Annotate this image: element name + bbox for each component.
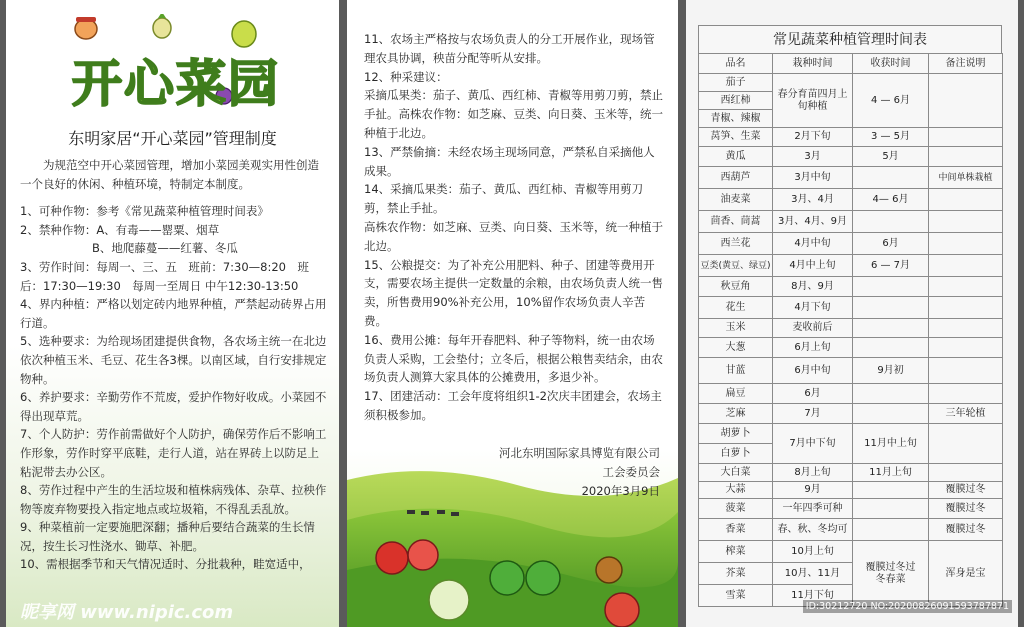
note [929,424,1003,464]
table-row [699,255,1003,277]
rule-item: 14、采摘瓜果类：茄子、黄瓜、西红柿、青椒等用剪刀剪，禁止手扯。 [364,182,644,216]
rule-item: 5、选种要求：为给现场团建提供食物，各农场主统一在北边依次种植玉米、毛豆、花生各3棵。以南区域，自行安排规定物种。 [20,334,327,386]
table-row [699,189,1003,211]
rule-item: 高株农作物：如芝麻、豆类、向日葵、玉米等，统一种植于北边。 [364,219,663,253]
header-name: 品名 [699,54,773,74]
harvest-time: 覆膜过冬过冬春菜 [853,541,929,607]
schedule-table [698,53,1003,607]
note [929,211,1003,233]
rule-item: 16、费用公摊：每年开春肥料、种子等物料，统一由农场负责人采购，工会垫付；立冬后，根据公粮售卖结余，由农场负责人测算大家具体的公摊费用，多退少补。 [364,332,663,385]
plant-time: 麦收前后 [773,319,853,338]
happy-garden-logo [66,14,286,113]
page-title: 东明家居“开心菜园”管理制度 [68,129,277,148]
crop-name: 菠菜 [699,499,773,519]
table-row [699,233,1003,255]
crop-name: 甘蓝 [699,358,773,384]
note [929,297,1003,319]
table-row [699,147,1003,167]
plant-time: 7月 [773,404,853,424]
harvest-time [853,482,929,499]
harvest-time: 9月初 [853,358,929,384]
plant-time: 8月、9月 [773,277,853,297]
crop-name: 白萝卜 [699,444,773,464]
site-watermark: 昵享网 www.nipic.com [20,602,234,623]
rule-item: 1、可种作物：参考《常见蔬菜种植管理时间表》 [20,204,269,219]
note: 中间单株栽植 [929,167,1003,189]
table-row [699,319,1003,338]
plant-time: 春分育苗四月上旬种植 [773,74,853,128]
plant-time: 7月中下旬 [773,424,853,464]
harvest-time [853,211,929,233]
table-row [699,358,1003,384]
plant-time: 11月下旬 [773,585,853,607]
schedule-panel-right [686,0,1018,627]
crop-name: 黄瓜 [699,147,773,167]
plant-time: 6月中旬 [773,358,853,384]
plant-time: 3月、4月、9月 [773,211,853,233]
note [929,74,1003,128]
rules-text [20,156,330,574]
crop-name: 胡萝卜 [699,424,773,444]
crop-name: 玉米 [699,319,773,338]
plant-time: 8月上旬 [773,464,853,482]
table-header-row [699,54,1003,74]
table-row [699,277,1003,297]
table-row [699,541,1003,563]
rule-item: 12、种采建议： [364,69,448,84]
table-row [699,519,1003,541]
crop-name: 油麦菜 [699,189,773,211]
planting-schedule-table [698,25,1002,607]
plant-time: 3月、4月 [773,189,853,211]
crop-name: 西红柿 [699,92,773,110]
harvest-time: 5月 [853,147,929,167]
note [929,255,1003,277]
plant-time: 春、秋、冬均可 [773,519,853,541]
note [929,464,1003,482]
note [929,338,1003,358]
plant-time: 3月中旬 [773,167,853,189]
rules-panel-left [6,0,339,627]
crop-name: 豆类(黄豆、绿豆) [699,255,773,277]
note [929,147,1003,167]
harvest-time: 3 — 5月 [853,128,929,147]
note [929,319,1003,338]
intro-paragraph: 为规范空中开心菜园管理，增加小菜园美观实用性创造一个良好的休闲、种植环境，特制定本制度。 [20,158,319,191]
rule-item: 9、种菜植前一定要施肥深翻；播种后要结合蔬菜的生长情况，按生长习性浇水、锄草、补肥。 [20,520,315,553]
crop-name: 茴香、茼蒿 [699,211,773,233]
rule-item: 6、养护要求：辛勤劳作不荒废，爱护作物好收成。小菜园不得出现草荒。 [20,390,327,423]
crop-name: 秋豆角 [699,277,773,297]
plant-time: 10月、11月 [773,563,853,585]
crop-name: 芥菜 [699,563,773,585]
rule-item: 4、界内种植：严格以划定砖内地界种植，严禁起动砖界占用行道。 [20,297,327,330]
crop-name: 香菜 [699,519,773,541]
table-row [699,297,1003,319]
note [929,233,1003,255]
plant-time: 4月中旬 [773,233,853,255]
table-row [699,482,1003,499]
table-row [699,424,1003,444]
crop-name: 花生 [699,297,773,319]
rule-item: 11、农场主严格按与农场负责人的分工开展作业，现场管理农具协调，秧苗分配等听从安排。 [364,32,655,65]
plant-time: 一年四季可种 [773,499,853,519]
harvest-time [853,338,929,358]
harvest-time: 11月上旬 [853,464,929,482]
table-row [699,128,1003,147]
plant-time: 2月下旬 [773,128,853,147]
table-row [699,404,1003,424]
note [929,384,1003,404]
rule-item: 2、禁种作物：A、有毒——罂粟、烟草 [20,222,220,237]
note: 覆膜过冬 [929,519,1003,541]
rule-item: 8、劳作过程中产生的生活垃圾和植株病残体、杂草、拉秧作物等废弃物要投入指定地点或垃圾箱，不得乱丢乱放。 [20,483,327,516]
note: 覆膜过冬 [929,482,1003,499]
note [929,358,1003,384]
harvest-time [853,319,929,338]
harvest-time [853,499,929,519]
logo-text: 开心菜园 [72,55,280,113]
harvest-time [853,297,929,319]
note: 浑身是宝 [929,541,1003,607]
table-row [699,338,1003,358]
rule-item: 3、劳作时间：每周一、三、五 班前：7:30—8:20 班后：17:30—19:30 每周一至周日 中午12:30-13:50 [20,259,309,293]
note [929,277,1003,297]
crop-name: 扁豆 [699,384,773,404]
crop-name: 西兰花 [699,233,773,255]
rules-panel-middle [347,0,678,627]
crop-name: 雪菜 [699,585,773,607]
rule-item: 17、团建活动：工会年度将组织1-2次庆丰团建会，农场主须积极参加。 [364,389,662,422]
table-row [699,384,1003,404]
note: 三年轮植 [929,404,1003,424]
harvest-time: 6 — 7月 [853,255,929,277]
rule-item: 15、公粮提交：为了补充公用肥料、种子、团建等费用开支，需要农场主提供一定数量的余粮，由农场负责人统一售卖，所售费用90%补充公用，10%留作农场负责人辛苦费。 [364,257,663,328]
header-notes: 备注说明 [929,54,1003,74]
crop-name: 莴笋、生菜 [699,128,773,147]
note: 覆膜过冬 [929,499,1003,519]
rule-item: 7、个人防护：劳作前需做好个人防护，确保劳作后不影响工作形象，劳作时穿平底鞋，走行人道，站在界砖上以防足上粘泥带去办公区。 [20,427,327,479]
table-row [699,74,1003,92]
crop-name: 榨菜 [699,541,773,563]
harvest-time [853,404,929,424]
table-row [699,167,1003,189]
harvest-time: 6月 [853,233,929,255]
harvest-time: 4 — 6月 [853,74,929,128]
crop-name: 大葱 [699,338,773,358]
crop-name: 茄子 [699,74,773,92]
table-row [699,464,1003,482]
image-id-stamp: ID:30212720 NO:20200826091593787871 [803,600,1012,613]
harvest-time [853,384,929,404]
plant-time: 3月 [773,147,853,167]
crop-name: 大蒜 [699,482,773,499]
rule-item: 10、需根据季节和天气情况适时、分批栽种，畦宽适中， [20,557,311,572]
signature-block [499,444,660,500]
company-name: 河北东明国际家具博览有限公司 [499,446,660,460]
rule-item: B、地爬藤蔓——红薯、冬瓜 [92,241,238,256]
plant-time: 4月中上旬 [773,255,853,277]
table-row [699,499,1003,519]
plant-time: 4月下旬 [773,297,853,319]
header-harvest-time: 收获时间 [853,54,929,74]
crop-name: 大白菜 [699,464,773,482]
note [929,189,1003,211]
harvest-time [853,167,929,189]
table-row [699,211,1003,233]
plant-time: 6月 [773,384,853,404]
harvest-time: 4— 6月 [853,189,929,211]
crop-name: 芝麻 [699,404,773,424]
crop-name: 青椒、辣椒 [699,110,773,128]
department-name: 工会委员会 [602,464,660,479]
harvest-time: 11月中上旬 [853,424,929,464]
issue-date: 2020年3月9日 [581,483,660,498]
table-title: 常见蔬菜种植管理时间表 [698,25,1002,53]
rule-item: 13、严禁偷摘：未经农场主现场同意，严禁私自采摘他人成果。 [364,144,655,178]
harvest-time [853,277,929,297]
note [929,128,1003,147]
rule-item: 采摘瓜果类：茄子、黄瓜、西红柿、青椒等用剪刀剪，禁止手扯。高株农作物：如芝麻、豆类、向日葵、玉米等，统一种植于北边。 [364,88,663,140]
plant-time: 9月 [773,482,853,499]
harvest-time [853,519,929,541]
header-plant-time: 栽种时间 [773,54,853,74]
plant-time: 10月上旬 [773,541,853,563]
crop-name: 西葫芦 [699,167,773,189]
rules-text-continued [364,30,664,425]
plant-time: 6月上旬 [773,338,853,358]
